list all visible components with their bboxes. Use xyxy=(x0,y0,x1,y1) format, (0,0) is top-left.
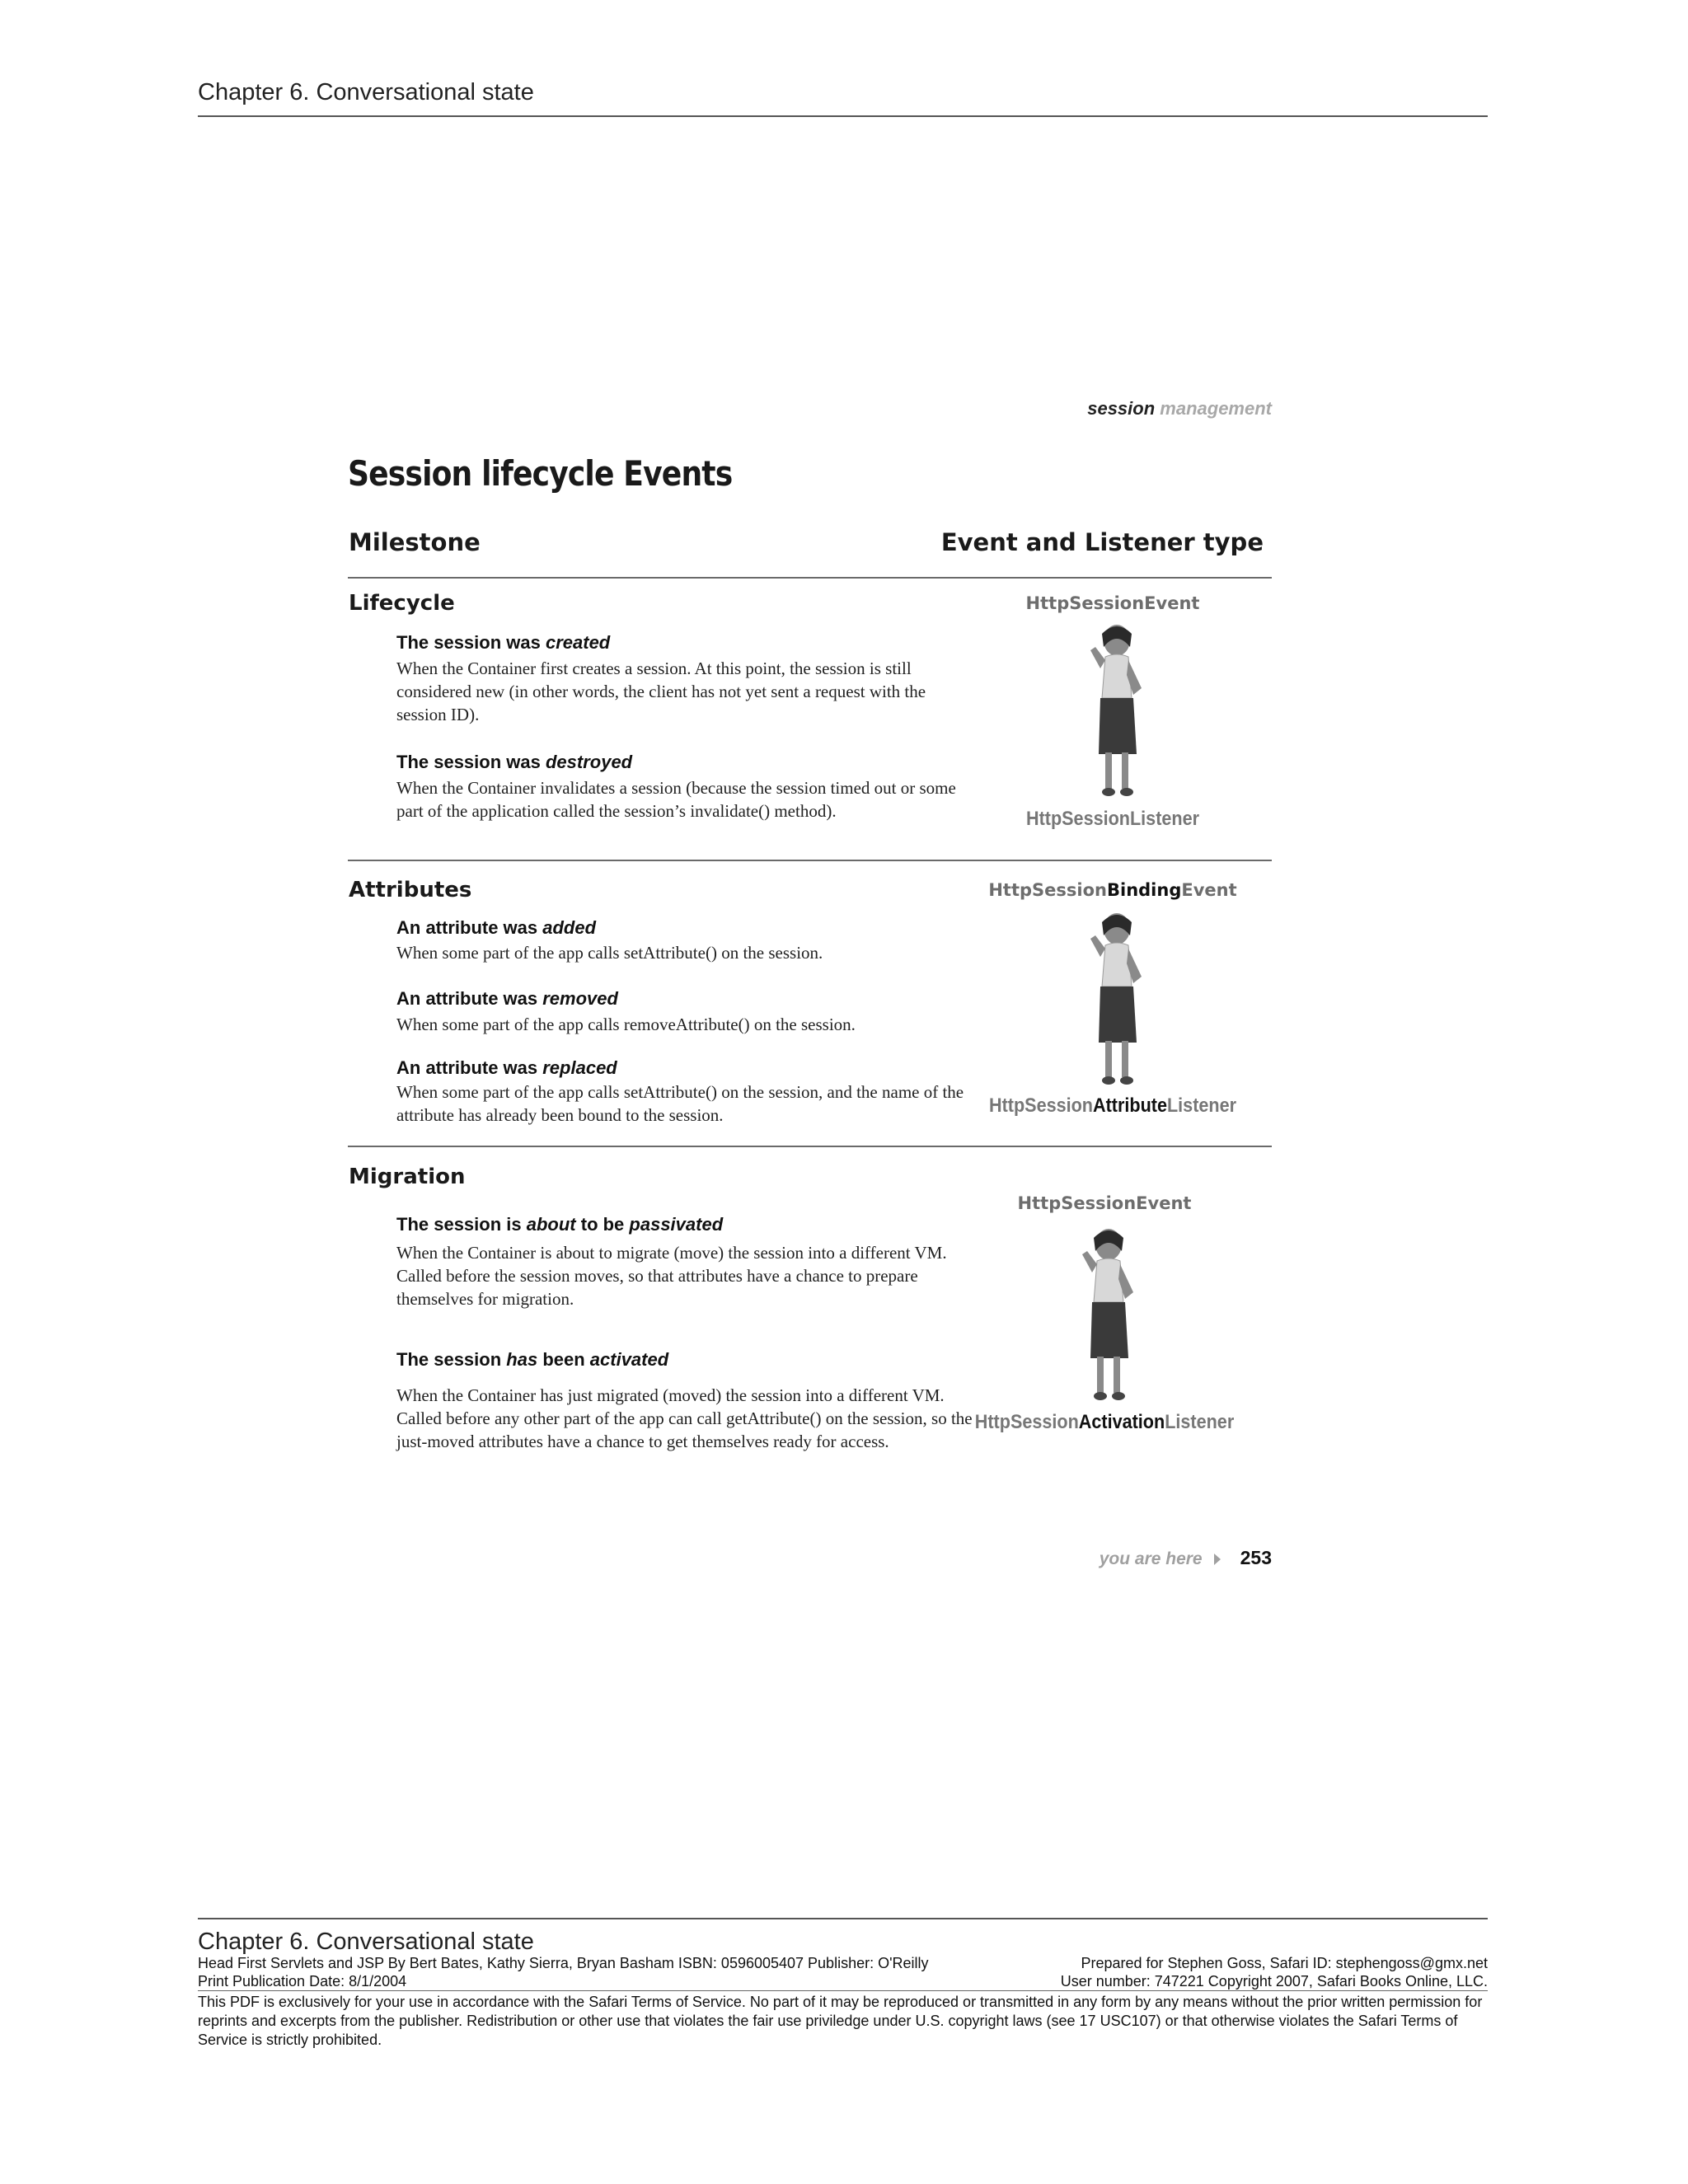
listener-type-label xyxy=(956,1411,1253,1434)
section-divider xyxy=(348,860,1272,861)
item-title-text: The session was xyxy=(396,752,546,772)
event-type-label xyxy=(973,880,1253,900)
item-title-text: been xyxy=(537,1349,590,1370)
item-title-emphasis: created xyxy=(545,632,611,653)
listener-type-label xyxy=(964,1094,1261,1118)
item-title-text: The session was xyxy=(396,632,546,653)
item-title-emphasis: passivated xyxy=(629,1214,724,1235)
event-type-label: HttpSessionEvent xyxy=(1025,593,1200,613)
item-title-emphasis: removed xyxy=(542,988,618,1009)
item-body-removed: When some part of the app calls removeAttribute() on the session. xyxy=(396,1015,856,1034)
event-suffix: Event xyxy=(1181,880,1237,900)
page-footer-nav xyxy=(989,1547,1272,1569)
item-title-text: An attribute was xyxy=(396,917,543,938)
section-title-migration: Migration xyxy=(349,1165,466,1189)
item-title-created xyxy=(396,632,610,654)
item-title-emphasis: destroyed xyxy=(545,752,633,772)
section-title-lifecycle: Lifecycle xyxy=(349,591,455,616)
item-body-destroyed: When the Container invalidates a session (because the session timed out or some part of the application called the session’s invalidate() method). xyxy=(396,778,956,821)
footer-terms: This PDF is exclusively for your use in accordance with the Safari Terms of Service. No part of it may be reproduced or transmitted in any form by any means without the prior written permission for reprints and excerpts from the publisher. Redistribution or other use that violates the fair use priviledge under U.S. copyright laws (see 17 USC107) or that otherwise violates the Safari Terms of Service is strictly prohibited. xyxy=(198,1994,1483,2048)
running-head xyxy=(956,398,1272,419)
footer-rule xyxy=(198,1918,1488,1919)
item-title-replaced xyxy=(396,1057,617,1079)
listener-prefix: HttpSession xyxy=(1025,808,1130,830)
column-header-milestone: Milestone xyxy=(349,528,481,556)
triangle-right-icon xyxy=(1214,1554,1221,1565)
listener-highlight: Activation xyxy=(1078,1411,1165,1433)
event-type-label: HttpSessionEvent xyxy=(1017,1193,1192,1213)
footer-book-info: Head First Servlets and JSP By Bert Bates, Kathy Sierra, Bryan Basham ISBN: 0596005407 Publisher: O'Reilly xyxy=(198,1955,929,1971)
page-title: Session lifecycle Events xyxy=(348,453,733,494)
footer-book-line xyxy=(198,1955,1488,1972)
item-title-emphasis: about xyxy=(526,1214,576,1235)
footer-user-number: User number: 747221 Copyright 2007, Safari Books Online, LLC. xyxy=(1060,1973,1488,1990)
item-title-added xyxy=(396,917,596,939)
woman-figure-image xyxy=(1076,911,1166,1096)
item-title-removed xyxy=(396,988,618,1010)
item-body-activated: When the Container has just migrated (moved) the session into a different VM. Called before any other part of the app can call getAttribute() on the session, so the just-moved attributes have a chance to get themselves ready for access. xyxy=(396,1385,973,1451)
item-title-text: An attribute was xyxy=(396,988,543,1009)
item-title-text: The session xyxy=(396,1349,507,1370)
event-highlight: Binding xyxy=(1107,880,1182,900)
item-body-passivated: When the Container is about to migrate (move) the session into a different VM. Called before the session moves, so that attributes have a chance to prepare themselves for migration. xyxy=(396,1243,947,1309)
item-title-emphasis: replaced xyxy=(542,1057,617,1078)
header-divider xyxy=(348,577,1272,579)
section-divider xyxy=(348,1146,1272,1147)
footer-chapter: Chapter 6. Conversational state xyxy=(198,1929,534,1955)
listener-suffix: Listener xyxy=(1166,1094,1237,1117)
header-rule xyxy=(198,115,1488,117)
listener-suffix: Listener xyxy=(1129,808,1200,830)
chapter-header: Chapter 6. Conversational state xyxy=(198,79,534,105)
item-title-activated xyxy=(396,1349,668,1371)
item-title-emphasis: has xyxy=(506,1349,538,1370)
footer-pub-line xyxy=(198,1973,1488,1990)
listener-prefix: HttpSession xyxy=(988,1094,1093,1117)
item-title-destroyed xyxy=(396,752,632,773)
running-head-session: session xyxy=(1087,398,1156,419)
woman-figure-image xyxy=(1076,622,1166,808)
column-header-event-listener: Event and Listener type xyxy=(940,528,1264,556)
item-title-emphasis: activated xyxy=(589,1349,669,1370)
listener-type-label xyxy=(972,808,1254,831)
listener-prefix: HttpSession xyxy=(974,1411,1079,1433)
listener-suffix: Listener xyxy=(1165,1411,1235,1433)
listener-highlight: Attribute xyxy=(1092,1094,1167,1117)
item-body-replaced: When some part of the app calls setAttribute() on the session, and the name of the attribute has already been bound to the session. xyxy=(396,1082,964,1125)
item-title-emphasis: added xyxy=(542,917,597,938)
event-prefix: HttpSession xyxy=(988,880,1107,900)
running-head-management: management xyxy=(1160,398,1272,419)
footer-pub-date: Print Publication Date: 8/1/2004 xyxy=(198,1973,407,1990)
footer-inner-rule xyxy=(198,1990,1488,1991)
item-title-text: The session is xyxy=(396,1214,527,1235)
section-title-attributes: Attributes xyxy=(349,878,472,902)
page-number: 253 xyxy=(1240,1547,1272,1568)
item-title-text: An attribute was xyxy=(396,1057,543,1078)
item-title-text: to be xyxy=(575,1214,630,1235)
footer-prepared-for: Prepared for Stephen Goss, Safari ID: stephengoss@gmx.net xyxy=(1081,1955,1488,1971)
item-body-added: When some part of the app calls setAttribute() on the session. xyxy=(396,943,823,963)
item-body-created: When the Container first creates a session. At this point, the session is still considered new (in other words, the client has not yet sent a request with the session ID). xyxy=(396,658,926,724)
you-are-here-label: you are here xyxy=(1099,1549,1203,1568)
item-title-passivated xyxy=(396,1214,723,1235)
woman-figure-image xyxy=(1067,1226,1158,1412)
